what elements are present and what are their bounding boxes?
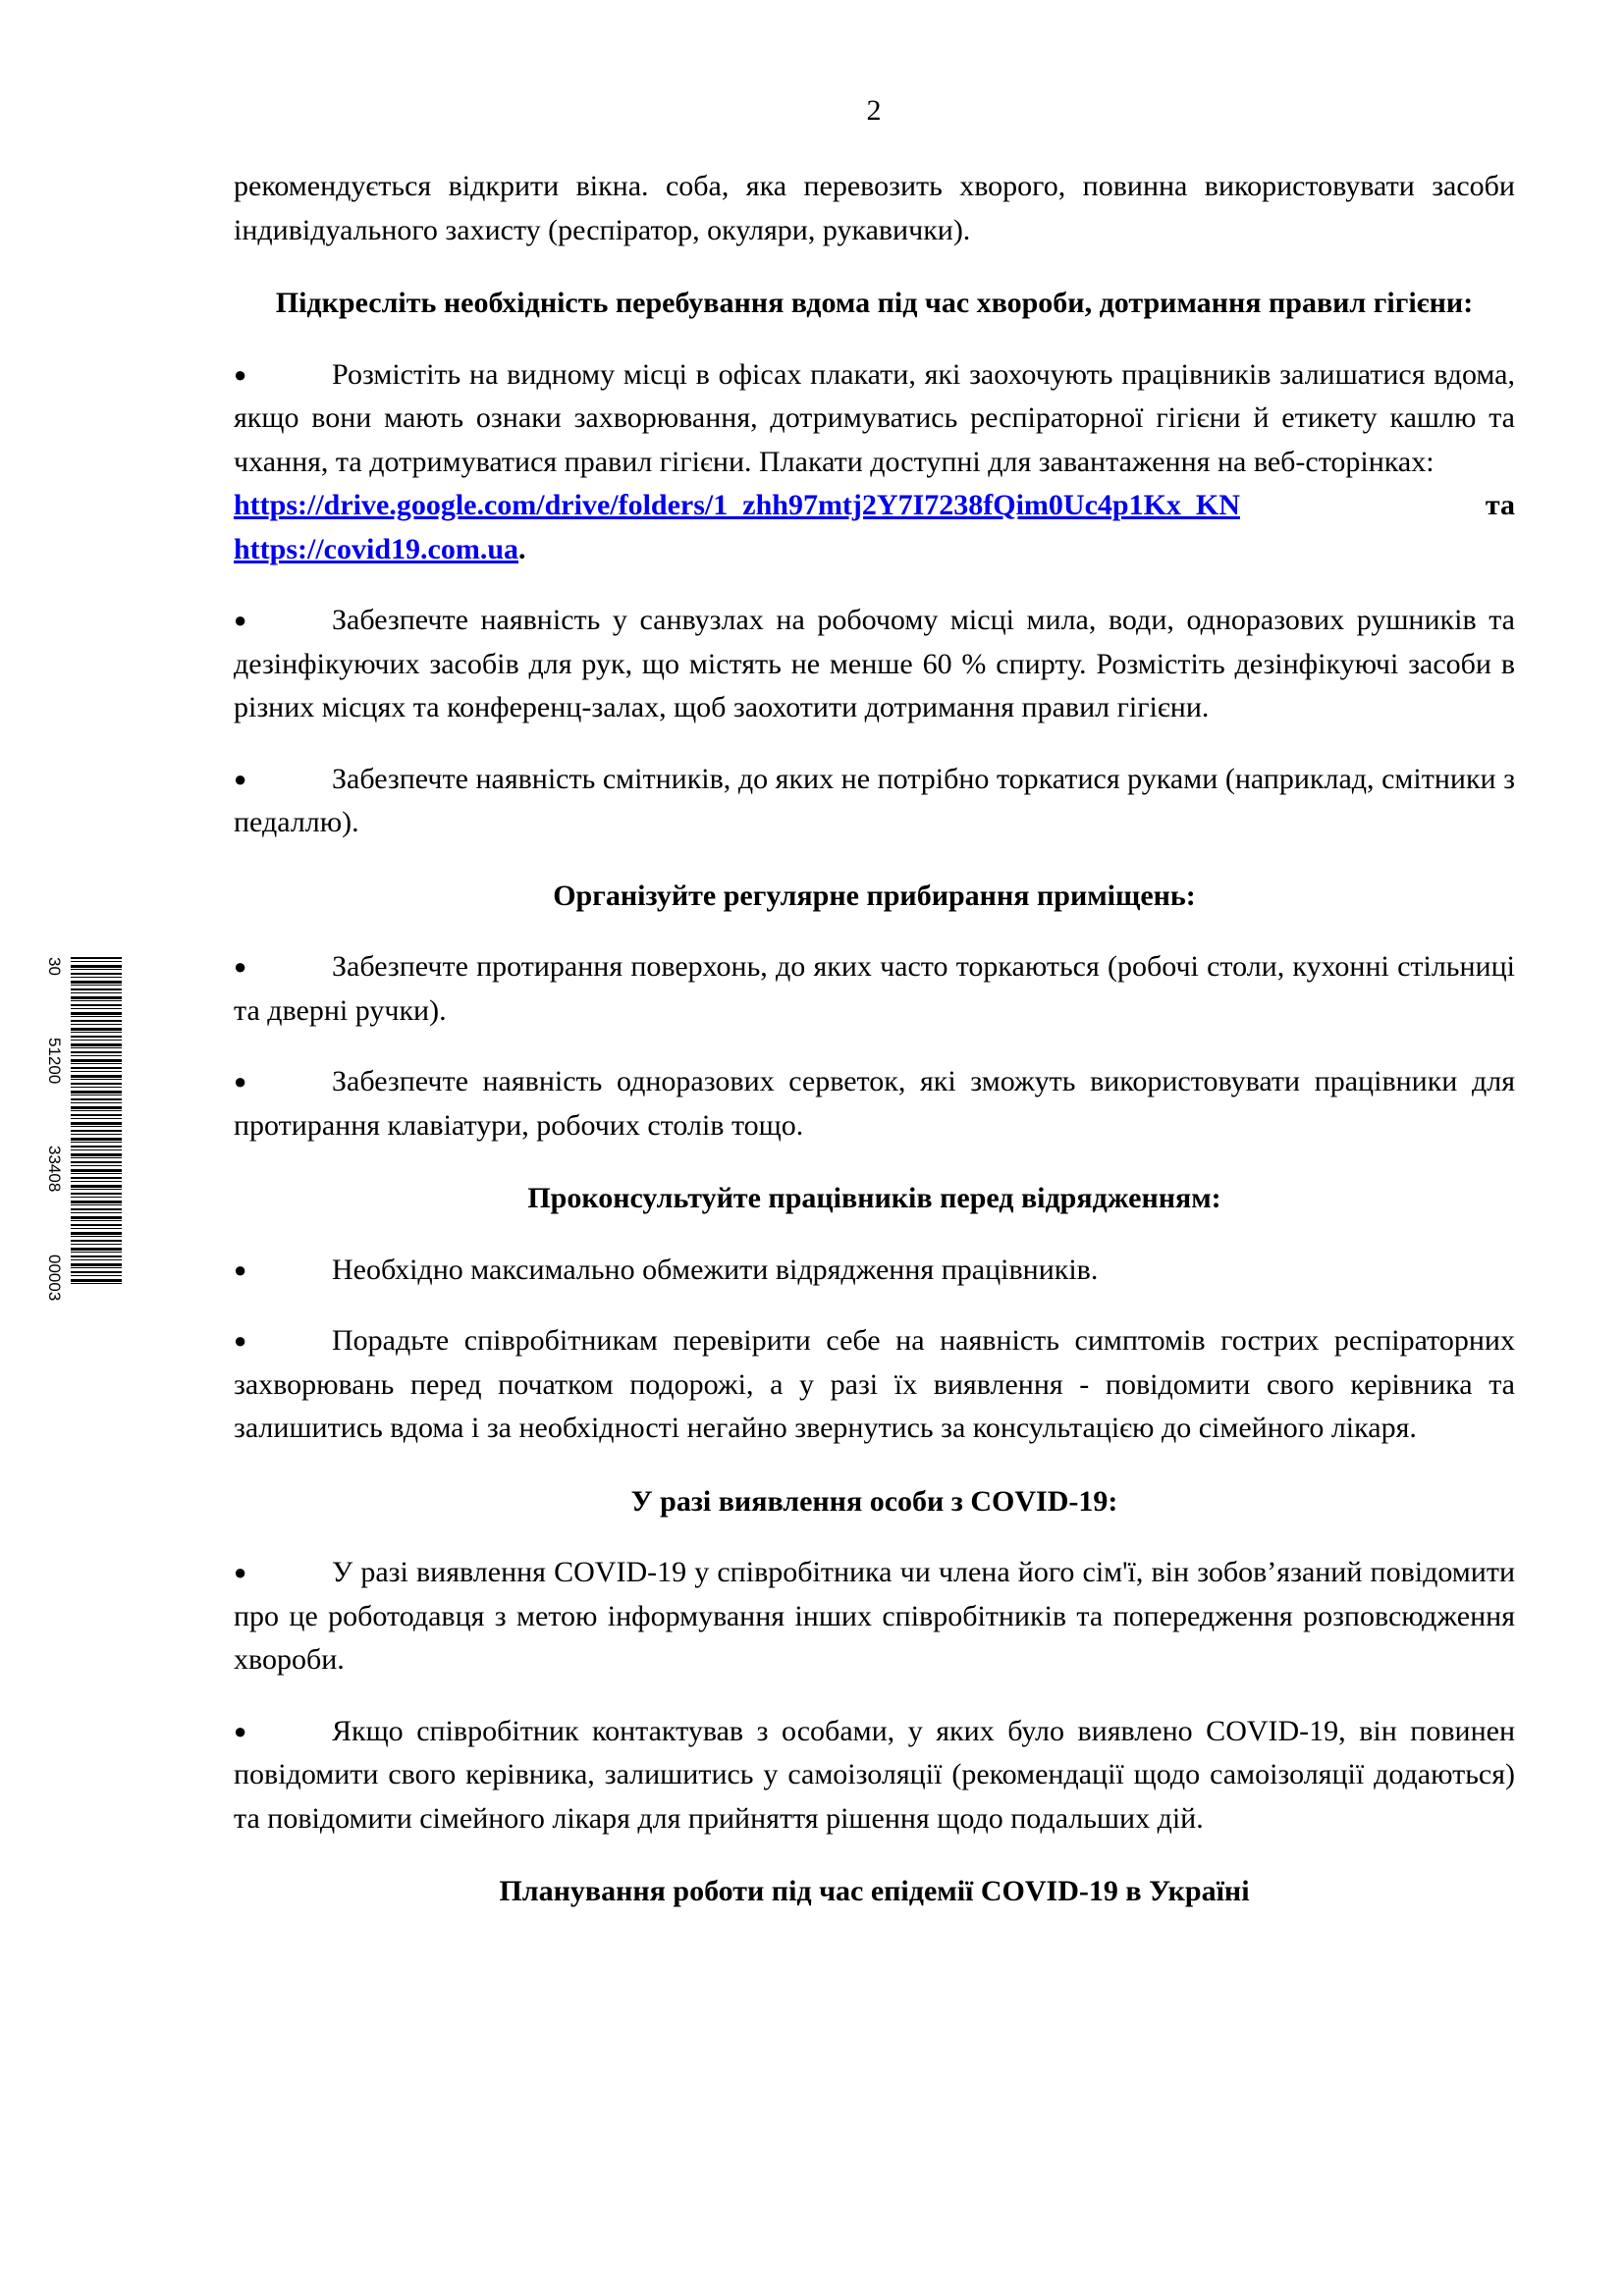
bullet-item-wipes <box>234 1060 1515 1148</box>
bullet-icon: ● <box>234 1328 247 1353</box>
bullet-item-contact-isolation <box>234 1710 1515 1842</box>
barcode-number-part: 30 <box>45 957 64 976</box>
bullet-text: Якщо співробітник контактував з особами, у яких було виявлено COVID-19, він повинен повідомити свого керівника, залишитись у самоізоляції (рекомендації щодо самоізоляції додаються) та повідомити сімейного лікаря для прийняття рішення щодо подальших дій. <box>234 1714 1515 1835</box>
barcode-number-part: 33408 <box>45 1146 64 1193</box>
bullet-text: Забезпечте наявність у санвузлах на робочому місці мила, води, одноразових рушників та дезінфікуючих засобів для рук, що містять не менше 60 % спирту. Розмістіть дезінфікуючі засоби в різних місцях та конференц-залах, щоб заохотити дотримання правил гігієни. <box>234 604 1515 723</box>
page-number: 2 <box>866 94 882 127</box>
bullet-item-check-symptoms <box>234 1319 1515 1451</box>
bullet-icon: ● <box>234 1718 247 1743</box>
bullet-icon: ● <box>234 766 247 791</box>
bullet-icon: ● <box>234 1256 247 1282</box>
link-period: . <box>518 532 526 565</box>
heading-stay-home: Підкресліть необхідність перебування вдома під час хвороби, дотримання правил гігієни: <box>275 287 1474 319</box>
bullet-text: Забезпечте наявність одноразових серветок, які зможуть використовувати працівники для протирання клавіатури, робочих столів тощо. <box>234 1065 1515 1142</box>
link-google-drive[interactable]: https://drive.google.com/drive/folders/1_zhh97mtj2Y7I7238fQim0Uc4p1Kx_KN <box>234 489 1240 521</box>
bullet-item-surfaces <box>234 945 1515 1033</box>
heading-travel: Проконсультуйте працівників перед відрядженням: <box>527 1182 1221 1214</box>
barcode-bars <box>71 957 122 1286</box>
bullet-item-posters <box>234 353 1515 485</box>
barcode-number-part: 00003 <box>45 1254 64 1301</box>
bullet-text: У разі виявлення COVID-19 у співробітника чи члена його сім'ї, він зобов’язаний повідомити про це роботодавця з метою інформування інших співробітників та попередження розповсюдження хвороби. <box>234 1556 1515 1676</box>
paragraph-intro: рекомендується відкрити вікна. соба, яка перевозить хворого, повинна використовувати засоби індивідуального захисту (респіратор, окуляри, рукавички). <box>234 170 1515 246</box>
bullet-text: Забезпечте наявність смітників, до яких не потрібно торкатися руками (наприклад, смітники з педаллю). <box>234 762 1515 838</box>
bullet-text: Порадьте співробітникам перевірити себе на наявність симптомів гострих респіраторних захворювань перед початком подорожі, а у разі їх виявлення - повідомити свого керівника та залишитись вдома і за необхідності негайно звернутись за консультацією до сімейного лікаря. <box>234 1324 1515 1444</box>
bullet-icon: ● <box>234 1560 247 1584</box>
bullet-text: Розмістіть на видному місці в офісах плакати, які заохочують працівників залишатися вдома, якщо вони мають ознаки захворювання, дотримуватись респіраторної гігієни й етикету кашлю та чхання, та дотримуватися правил гігієни. Плакати доступні для завантаження на веб-сторінках: <box>234 357 1515 478</box>
bullet-text: Забезпечте протирання поверхонь, до яких часто торкаються (робочі столи, кухонні стільниці та дверні ручки). <box>234 950 1515 1027</box>
links-conjunction: та <box>1485 489 1515 521</box>
links-line <box>234 484 1515 528</box>
bullet-item-inform-employer <box>234 1551 1515 1682</box>
document-body <box>234 165 1515 1914</box>
bullet-item-limit-travel <box>234 1249 1515 1293</box>
heading-covid-detected: У разі виявлення особи з COVID-19: <box>630 1484 1118 1518</box>
bullet-icon: ● <box>234 954 247 979</box>
bullet-icon: ● <box>234 361 247 387</box>
links-line-2 <box>234 528 1515 572</box>
barcode-number-part: 51200 <box>45 1038 64 1085</box>
bullet-icon: ● <box>234 1069 247 1094</box>
heading-work-planning: Планування роботи під час епідемії COVID-19 в Україні <box>499 1875 1250 1907</box>
bullet-icon: ● <box>234 608 247 632</box>
heading-cleaning: Організуйте регулярне прибирання приміщень: <box>553 879 1196 912</box>
bullet-text: Необхідно максимально обмежити відрядження працівників. <box>332 1253 1099 1286</box>
bullet-item-soap <box>234 599 1515 730</box>
bullet-item-bins <box>234 758 1515 845</box>
link-covid19-site[interactable]: https://covid19.com.ua <box>234 532 519 565</box>
barcode-number <box>45 957 63 1301</box>
barcode <box>45 957 124 1301</box>
